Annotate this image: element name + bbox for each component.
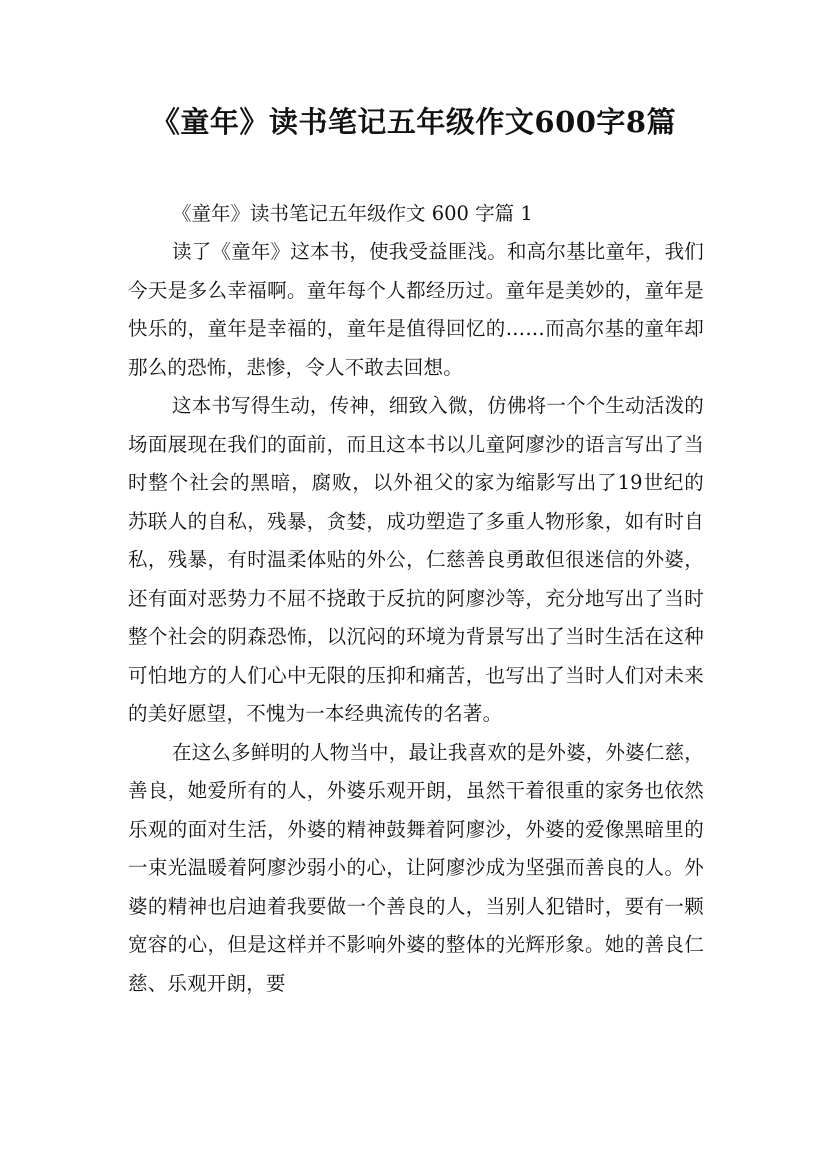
paragraph-2: 这本书写得生动，传神，细致入微，仿佛将一个个生动活泼的场面展现在我们的面前，而且这本书以儿童阿廖沙的语言写出了当时整个社会的黑暗，腐败，以外祖父的家为缩影写出了19世纪的苏联人的自私，残暴，贪婪，成功塑造了多重人物形象，如有时自私，残暴，有时温柔体贴的外公，仁慈善良勇敢但很迷信的外婆，还有面对恶势力不屈不挠敢于反抗的阿廖沙等，充分地写出了当时整个社会的阴森恐怖，以沉闷的环境为背景写出了当时生活在这种可怕地方的人们心中无限的压抑和痛苦，也写出了当时人们对未来的美好愿望，不愧为一本经典流传的名著。 [128,394,704,725]
document-title: 《童年》读书笔记五年级作文600字8篇 [150,105,677,139]
document-body [128,195,704,1003]
paragraph-1: 读了《童年》这本书，使我受益匪浅。和高尔基比童年，我们今天是多么幸福啊。童年每个人都经历过。童年是美妙的，童年是快乐的，童年是幸福的，童年是值得回忆的……而高尔基的童年却那么的恐怖，悲惨，令人不敢去回想。 [128,240,704,379]
paragraph-3: 在这么多鲜明的人物当中，最让我喜欢的是外婆，外婆仁慈，善良，她爱所有的人，外婆乐观开朗，虽然干着很重的家务也依然乐观的面对生活，外婆的精神鼓舞着阿廖沙，外婆的爱像黑暗里的一束光温暖着阿廖沙弱小的心，让阿廖沙成为坚强而善良的人。外婆的精神也启迪着我要做一个善良的人，当别人犯错时，要有一颗宽容的心，但是这样并不影响外婆的整体的光辉形象。她的善良仁慈、乐观开朗，要 [128,740,704,995]
section-heading: 《童年》读书笔记五年级作文 600 字篇 1 [172,202,533,225]
